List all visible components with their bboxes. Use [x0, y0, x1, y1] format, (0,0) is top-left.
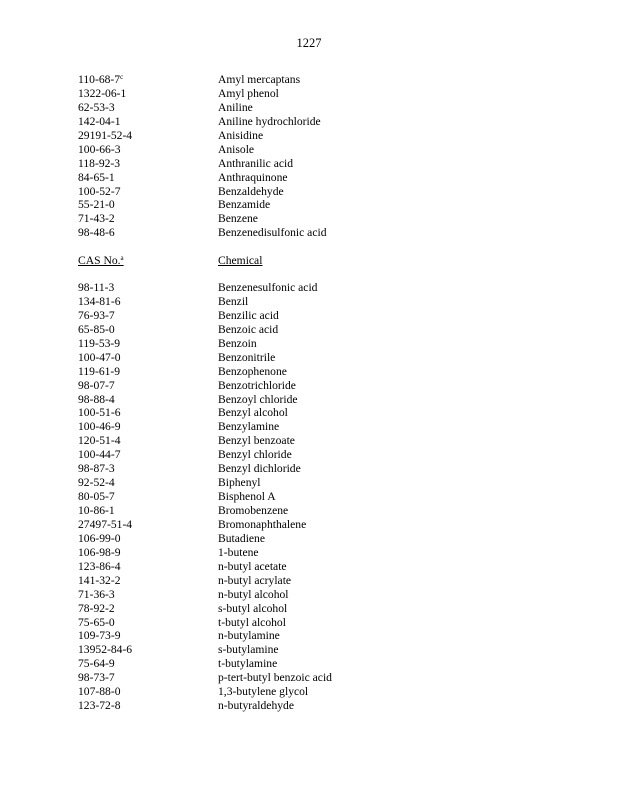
cas-number-text: 109-73-9 [78, 629, 121, 643]
cas-number-text: 98-73-7 [78, 671, 115, 685]
cas-number [78, 365, 218, 379]
chemical-name: 1-butene [218, 545, 259, 559]
cas-number-text: 98-48-6 [78, 226, 115, 240]
table-row [78, 476, 548, 490]
cas-column-header [78, 254, 218, 268]
cas-number-text: 98-88-4 [78, 392, 115, 406]
footnote-marker: c [120, 73, 124, 81]
table-row [78, 393, 548, 407]
cas-number-text: 98-11-3 [78, 281, 115, 294]
cas-number [78, 476, 218, 490]
cas-number [78, 323, 218, 337]
chemical-name: n-butyl acetate [218, 559, 287, 573]
cas-number [78, 602, 218, 616]
cas-number [78, 295, 218, 309]
chemical-name: Anthraquinone [218, 170, 288, 184]
table-row [78, 546, 548, 560]
cas-number-text: 1322-06-1 [78, 86, 127, 100]
chemical-name: Benzene [218, 212, 258, 226]
chemical-name: Benzenesulfonic acid [218, 281, 318, 294]
cas-number-text: 71-36-3 [78, 587, 115, 601]
cas-number-text: 27497-51-4 [78, 517, 133, 531]
cas-number [78, 490, 218, 504]
chemical-name: n-butylamine [218, 629, 280, 643]
table-row [78, 685, 548, 699]
table-row [78, 212, 548, 226]
cas-number-text: 100-52-7 [78, 184, 121, 198]
table-row [78, 171, 548, 185]
cas-number-text: 100-47-0 [78, 350, 121, 364]
table-row [78, 643, 548, 657]
cas-number [78, 101, 218, 115]
cas-number [78, 574, 218, 588]
cas-number [78, 73, 218, 87]
cas-number-text: 71-43-2 [78, 212, 115, 226]
cas-number [78, 393, 218, 407]
table-row [78, 574, 548, 588]
table-row [78, 532, 548, 546]
cas-number-text: 75-65-0 [78, 615, 115, 629]
table-row [78, 462, 548, 476]
cas-number-text: 80-05-7 [78, 490, 115, 504]
cas-number [78, 629, 218, 643]
cas-number-text: 141-32-2 [78, 573, 121, 587]
chemical-name: n-butyraldehyde [218, 699, 294, 713]
cas-number-text: 29191-52-4 [78, 128, 133, 142]
page-number: 1227 [296, 36, 322, 50]
cas-number [78, 448, 218, 462]
cas-number-text: 84-65-1 [78, 170, 115, 184]
chemical-name: Amyl mercaptans [218, 73, 301, 86]
cas-number-text: 106-98-9 [78, 545, 121, 559]
cas-number [78, 504, 218, 518]
chemical-table-part-1 [78, 73, 548, 240]
cas-number-text: 142-04-1 [78, 114, 121, 128]
table-row [78, 143, 548, 157]
cas-number [78, 588, 218, 602]
chemical-name: Benzoyl chloride [218, 392, 298, 406]
cas-number [78, 532, 218, 546]
cas-number-text: 107-88-0 [78, 685, 121, 699]
cas-number [78, 198, 218, 212]
table-row [78, 588, 548, 602]
chemical-name: Bromobenzene [218, 504, 289, 517]
cas-number [78, 143, 218, 157]
table-row [78, 129, 548, 143]
table-row [78, 281, 548, 295]
chemical-name: Anisole [218, 142, 255, 156]
cas-number-text: 120-51-4 [78, 434, 121, 448]
chemical-name: t-butyl alcohol [218, 615, 286, 629]
cas-number-text: 98-07-7 [78, 378, 115, 392]
cas-number [78, 157, 218, 171]
chemical-name: Aniline hydrochloride [218, 114, 321, 128]
cas-number-text: 92-52-4 [78, 476, 115, 490]
cas-number [78, 420, 218, 434]
table-row [78, 434, 548, 448]
cas-number-text: 10-86-1 [78, 504, 115, 517]
chemical-name: n-butyl alcohol [218, 587, 289, 601]
chemical-name: s-butyl alcohol [218, 601, 288, 615]
chemical-name: Benzyl benzoate [218, 434, 295, 448]
table-row [78, 73, 548, 87]
cas-number-text: 134-81-6 [78, 294, 121, 308]
cas-number-text: 119-61-9 [78, 364, 121, 378]
cas-number [78, 518, 218, 532]
cas-number-text: 100-44-7 [78, 448, 121, 462]
cas-number-text: 78-92-2 [78, 601, 115, 615]
table-row [78, 420, 548, 434]
chemical-name: Benzotrichloride [218, 378, 296, 392]
cas-header-footnote: a [120, 254, 124, 262]
table-row [78, 406, 548, 420]
table-row [78, 518, 548, 532]
chemical-name: Benzoic acid [218, 322, 279, 336]
cas-number [78, 699, 218, 713]
chemical-column-header [218, 254, 548, 268]
chemical-name: Aniline [218, 100, 253, 114]
chemical-name: Benzophenone [218, 364, 287, 378]
cas-number [78, 685, 218, 699]
table-row [78, 337, 548, 351]
table-row [78, 448, 548, 462]
cas-number-text: 110-68-7 [78, 73, 121, 86]
cas-number-text: 13952-84-6 [78, 643, 133, 657]
chemical-name: Anthranilic acid [218, 156, 294, 170]
cas-number [78, 351, 218, 365]
cas-number-text: 62-53-3 [78, 100, 115, 114]
table-row [78, 699, 548, 713]
table-row [78, 115, 548, 129]
cas-number [78, 434, 218, 448]
chemical-name: Benzonitrile [218, 350, 276, 364]
cas-number [78, 185, 218, 199]
chemical-name: Amyl phenol [218, 86, 279, 100]
table-row [78, 629, 548, 643]
table-row [78, 490, 548, 504]
table-row [78, 309, 548, 323]
chemical-name: 1,3-butylene glycol [218, 685, 309, 699]
chemical-name: Benzylamine [218, 420, 280, 434]
cas-number-text: 98-87-3 [78, 462, 115, 476]
table-row [78, 295, 548, 309]
cas-number [78, 337, 218, 351]
cas-number [78, 643, 218, 657]
cas-number-text: 119-53-9 [78, 336, 121, 350]
cas-number [78, 281, 218, 295]
cas-number [78, 560, 218, 574]
cas-number-text: 100-51-6 [78, 406, 121, 420]
table-row [78, 226, 548, 240]
chemical-name: n-butyl acrylate [218, 573, 292, 587]
cas-number-text: 106-99-0 [78, 531, 121, 545]
table-row [78, 157, 548, 171]
table-row [78, 671, 548, 685]
cas-number [78, 115, 218, 129]
table-row [78, 504, 548, 518]
chemical-name: Benzoin [218, 336, 257, 350]
chemical-name: t-butylamine [218, 657, 278, 671]
chemical-name: Benzenedisulfonic acid [218, 226, 327, 240]
cas-number [78, 129, 218, 143]
table-row [78, 379, 548, 393]
cas-number-text: 123-86-4 [78, 559, 121, 573]
table-row [78, 616, 548, 630]
cas-number-text: 100-66-3 [78, 142, 121, 156]
cas-number [78, 462, 218, 476]
cas-number [78, 171, 218, 185]
table-row [78, 365, 548, 379]
table-row [78, 323, 548, 337]
cas-number-text: 65-85-0 [78, 322, 115, 336]
table-header [78, 254, 548, 268]
cas-number-text: 76-93-7 [78, 308, 115, 322]
chemical-name: Anisidine [218, 128, 264, 142]
table-row [78, 198, 548, 212]
cas-number [78, 212, 218, 226]
chemical-name: Butadiene [218, 531, 266, 545]
table-row [78, 351, 548, 365]
cas-number-text: 55-21-0 [78, 198, 115, 212]
chemical-name: s-butylamine [218, 643, 279, 657]
chemical-name: Benzyl chloride [218, 448, 292, 462]
cas-number [78, 616, 218, 630]
cas-header-label: CAS No. [78, 254, 121, 267]
cas-number [78, 546, 218, 560]
cas-number-text: 118-92-3 [78, 156, 121, 170]
cas-number [78, 671, 218, 685]
cas-number-text: 123-72-8 [78, 699, 121, 713]
table-row [78, 657, 548, 671]
table-row [78, 101, 548, 115]
chemical-name: p-tert-butyl benzoic acid [218, 671, 332, 685]
chemical-name: Benzamide [218, 198, 271, 212]
table-row [78, 560, 548, 574]
chemical-name: Benzyl dichloride [218, 462, 301, 476]
cas-number-text: 100-46-9 [78, 420, 121, 434]
chemical-name: Bisphenol A [218, 490, 276, 504]
cas-number [78, 87, 218, 101]
cas-number [78, 309, 218, 323]
cas-number [78, 657, 218, 671]
chemical-table-part-2 [78, 281, 548, 713]
chemical-name: Benzaldehyde [218, 184, 284, 198]
chemical-name: Bromonaphthalene [218, 517, 307, 531]
cas-number-text: 75-64-9 [78, 657, 115, 671]
table-row [78, 602, 548, 616]
cas-number [78, 226, 218, 240]
cas-number [78, 406, 218, 420]
cas-number [78, 379, 218, 393]
chemical-name: Benzil [218, 294, 249, 308]
chemical-name: Benzyl alcohol [218, 406, 288, 420]
chemical-header-label: Chemical [218, 254, 263, 267]
table-row [78, 185, 548, 199]
chemical-name: Biphenyl [218, 476, 261, 490]
table-row [78, 87, 548, 101]
chemical-name: Benzilic acid [218, 308, 279, 322]
